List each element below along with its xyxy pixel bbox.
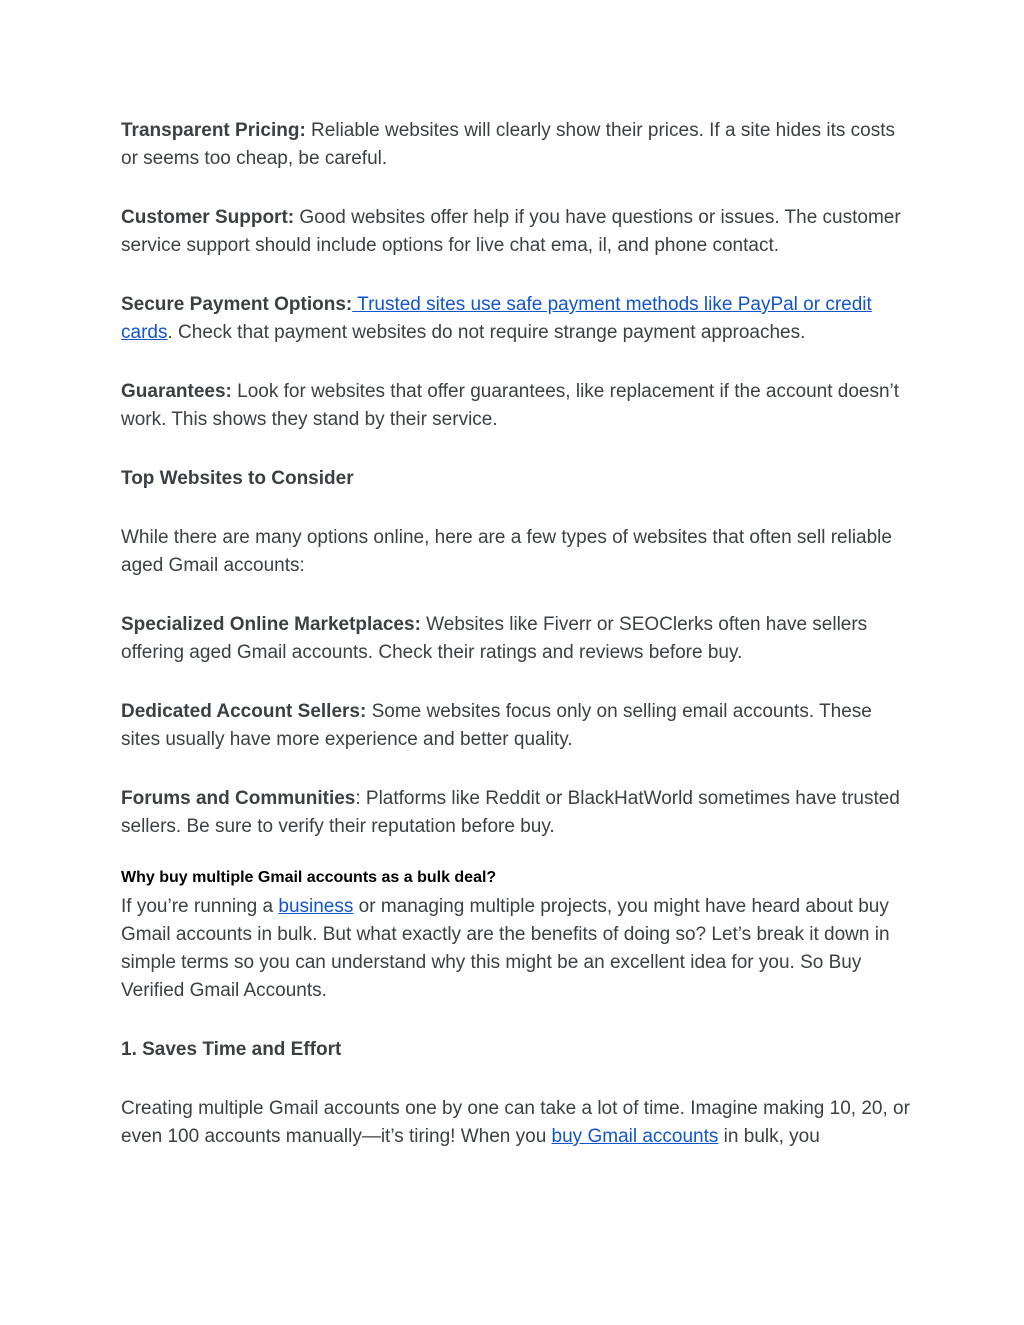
marketplaces-paragraph bbox=[121, 611, 911, 667]
saves-time-paragraph bbox=[121, 1095, 911, 1151]
document-page bbox=[121, 117, 911, 1151]
marketplaces-label: Specialized Online Marketplaces: bbox=[121, 614, 421, 635]
forums-text: : Platforms like Reddit or BlackHatWorld sometimes have trusted sellers. Be sure to verify their reputation before buy. bbox=[121, 788, 900, 837]
account-sellers-text: Some websites focus only on selling email accounts. These sites usually have more experience and better quality. bbox=[121, 701, 872, 750]
forums-label: Forums and Communities bbox=[121, 788, 356, 809]
guarantees-text: Look for websites that offer guarantees, like replacement if the account doesn’t work. This shows they stand by their service. bbox=[121, 381, 900, 430]
guarantees-paragraph bbox=[121, 378, 911, 434]
transparent-pricing-label: Transparent Pricing: bbox=[121, 120, 306, 141]
secure-payment-paragraph bbox=[121, 291, 911, 347]
marketplaces-text: Websites like Fiverr or SEOClerks often have sellers offering aged Gmail accounts. Check their ratings and reviews before buy. bbox=[121, 614, 868, 663]
customer-support-text: Good websites offer help if you have questions or issues. The customer service support should include options for live chat ema, il, and phone contact. bbox=[121, 207, 901, 256]
buy-gmail-accounts-link[interactable]: buy Gmail accounts bbox=[551, 1126, 719, 1147]
account-sellers-paragraph bbox=[121, 698, 911, 754]
secure-payment-link[interactable]: Trusted sites use safe payment methods like PayPal or credit cards bbox=[121, 294, 872, 343]
secure-payment-text: . Check that payment websites do not require strange payment approaches. bbox=[167, 322, 806, 343]
forums-paragraph bbox=[121, 785, 911, 841]
customer-support-paragraph bbox=[121, 204, 911, 260]
bulk-deal-heading: Why buy multiple Gmail accounts as a bulk deal? bbox=[121, 869, 497, 886]
transparent-pricing-text: Reliable websites will clearly show their prices. If a site hides its costs or seems too cheap, be careful. bbox=[121, 120, 896, 169]
saves-time-heading: 1. Saves Time and Effort bbox=[121, 1039, 342, 1060]
customer-support-label: Customer Support: bbox=[121, 207, 295, 228]
top-websites-heading: Top Websites to Consider bbox=[121, 468, 354, 489]
secure-payment-label: Secure Payment Options: bbox=[121, 294, 353, 315]
transparent-pricing-paragraph bbox=[121, 117, 911, 173]
bulk-deal-text-pre: If you’re running a bbox=[121, 896, 279, 917]
bulk-deal-paragraph bbox=[121, 893, 911, 1005]
intro-paragraph: While there are many options online, here are a few types of websites that often sell reliable aged Gmail accounts: bbox=[121, 527, 892, 576]
guarantees-label: Guarantees: bbox=[121, 381, 232, 402]
business-link[interactable]: business bbox=[278, 896, 354, 917]
saves-time-text-post: in bulk, you bbox=[718, 1126, 820, 1147]
saves-time-text-pre: Creating multiple Gmail accounts one by one can take a lot of time. Imagine making 10, 20, or even 100 accounts manually—it’s tiring! When you bbox=[121, 1098, 910, 1147]
account-sellers-label: Dedicated Account Sellers: bbox=[121, 701, 367, 722]
bulk-deal-text-post: or managing multiple projects, you might have heard about buy Gmail accounts in bulk. But what exactly are the benefits of doing so? Let’s break it down in simple terms so you can understand why this might be an excellent idea for you. So Buy Verified Gmail Accounts. bbox=[121, 896, 890, 1001]
